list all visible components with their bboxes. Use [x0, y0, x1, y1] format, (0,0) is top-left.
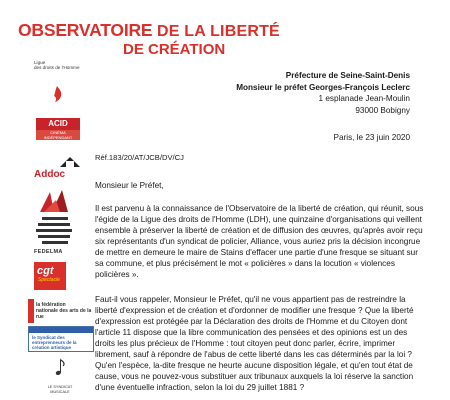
- title-line-1: [18, 22, 318, 40]
- acid-logo-subtext: CINÉMA INDÉPENDANT: [36, 130, 80, 140]
- syndicat-logo-text: le Syndicat des entreprenneurs de la création artistique: [32, 335, 77, 350]
- observatoire-title: [18, 22, 318, 57]
- musical-note-icon: [53, 358, 67, 378]
- fedelma-stripes-icon: [34, 215, 74, 247]
- cgt-logo-subtext: Spectacle: [38, 277, 60, 283]
- title-line-2: DE CRÉATION: [123, 41, 226, 58]
- addoc-logo-text: Addoc: [34, 169, 66, 180]
- title-observatoire: OBSERVATOIRE: [18, 20, 153, 40]
- addoc-camera-icon: [58, 155, 82, 169]
- letter-paragraph-1: Il est parvenu à la connaissance de l'Observatoire de la liberté de création, qui réunit, sous l'égide de la Ligue des droits de l'Homme (LDH), une quinzaine d'organisations qui veillent ensemble à préserver la liberté de création et de diffusion des œuvres, qu'après avoir reçu six représentants d'un syndicat de policier, Alliance, vous auriez pris la décision incongrue de mettre en demeure le maire de Stains d'effacer une partie d'une fresque se situant sur sa commune, et plus précisément le mot « policières » dans la locution « violences policières ».: [95, 204, 424, 279]
- acid-logo: [36, 118, 80, 142]
- syndicat-logo: [28, 326, 94, 352]
- letter-reference: Réf.183/20/AT/JCB/DV/CJ: [95, 153, 184, 162]
- ldh-flame-icon: [50, 86, 64, 102]
- letter-salutation: Monsieur le Préfet,: [95, 181, 164, 190]
- ldh-logo: [28, 60, 88, 112]
- letter-paragraph-2: Faut-il vous rappeler, Monsieur le Préfet, qu'il ne vous appartient pas de restreindre la liberté d'expression et de création et d'ordonner de modifier une fresque ? Que la liberté d'expression est protégée par la Déclaration des droits de l'Homme et du Citoyen dont l'article 11 dispose que la libre communication des pensées et des opinions est un des droits les plus précieux de l'Homme : tout citoyen peut donc parler, écrire, imprimer librement, sauf à répondre de l'abus de cette liberté dans les cas déterminés par la loi ? Qu'en l'espèce, la-dite fresque ne heurte aucune disposition légale, et qu'en tout état de cause, vous ne pouvez-vous substituer aux tribunaux auxquels la loi réserve la sanction d'une éventuelle infraction, selon la loi du 29 juillet 1881 ?: [95, 295, 414, 392]
- acid-logo-text: ACID: [36, 118, 80, 130]
- addoc-logo: [34, 155, 84, 181]
- member-logos-sidebar: [28, 60, 90, 400]
- recipient-address: [236, 70, 410, 116]
- fedelma-logo-text: FEDELMA: [34, 249, 63, 255]
- recipient-prefet: Monsieur le préfet Georges-François Leclerc: [236, 82, 410, 92]
- cgt-logo-text: cgt: [37, 265, 54, 277]
- fedelma-logo: [34, 215, 82, 259]
- letter-body: [95, 180, 425, 400]
- recipient-city: 93000 Bobigny: [355, 105, 410, 115]
- cgt-spectacle-logo: [34, 262, 66, 290]
- federation-arts-rue-logo: [28, 297, 92, 327]
- title-liberte: DE LA LIBERTÉ: [152, 23, 280, 40]
- federation-mark-icon: [28, 299, 36, 323]
- syndicat-musicale-logo: [40, 358, 80, 398]
- letter-date: Paris, le 23 juin 2020: [333, 133, 410, 142]
- recipient-prefecture: Préfecture de Seine-Saint-Denis: [285, 71, 410, 80]
- federation-logo-text: la fédération nationale des arts de la rue: [36, 302, 92, 320]
- triangle-logo: [38, 188, 74, 214]
- recipient-street: 1 esplanade Jean-Moulin: [318, 94, 410, 103]
- syndicat-musicale-logo-text: LE SYNDICAT MUSICALE: [47, 385, 73, 394]
- ldh-logo-text: Ligue des droits de l'Homme: [34, 60, 80, 71]
- red-triangles-icon: [38, 188, 74, 214]
